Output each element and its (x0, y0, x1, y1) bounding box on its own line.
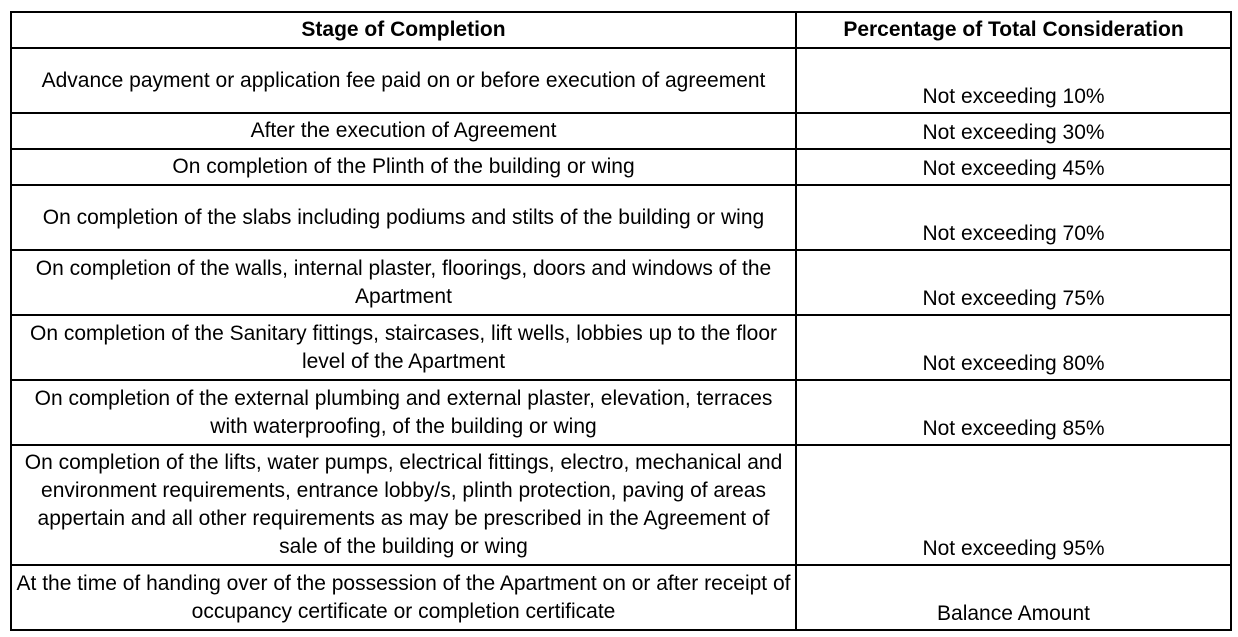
table-row (11, 113, 1231, 149)
table-row (11, 250, 1231, 315)
stage-cell: Advance payment or application fee paid on or before execution of agreement (11, 48, 796, 113)
percentage-cell: Not exceeding 85% (796, 380, 1231, 445)
percentage-cell: Not exceeding 75% (796, 250, 1231, 315)
stage-cell: On completion of the external plumbing and external plaster, elevation, terraces with waterproofing, of the building or wing (11, 380, 796, 445)
stage-cell: At the time of handing over of the possession of the Apartment on or after receipt of occupancy certificate or completion certificate (11, 565, 796, 630)
table-row (11, 149, 1231, 185)
table-row (11, 565, 1231, 630)
percentage-cell: Balance Amount (796, 565, 1231, 630)
percentage-cell: Not exceeding 10% (796, 48, 1231, 113)
table-row (11, 445, 1231, 565)
percentage-cell: Not exceeding 80% (796, 315, 1231, 380)
header-row (11, 12, 1231, 48)
stage-cell: On completion of the slabs including podiums and stilts of the building or wing (11, 185, 796, 250)
stage-cell: On completion of the Sanitary fittings, staircases, lift wells, lobbies up to the floor level of the Apartment (11, 315, 796, 380)
stage-cell: On completion of the Plinth of the building or wing (11, 149, 796, 185)
payment-schedule-wrapper (10, 11, 1232, 631)
table-row (11, 380, 1231, 445)
table-row (11, 315, 1231, 380)
table-row (11, 185, 1231, 250)
stage-cell: After the execution of Agreement (11, 113, 796, 149)
table-row (11, 48, 1231, 113)
percentage-cell: Not exceeding 45% (796, 149, 1231, 185)
percentage-cell: Not exceeding 95% (796, 445, 1231, 565)
header-stage-of-completion: Stage of Completion (11, 12, 796, 48)
payment-schedule-table (10, 11, 1232, 631)
percentage-cell: Not exceeding 70% (796, 185, 1231, 250)
stage-cell: On completion of the walls, internal plaster, floorings, doors and windows of the Apartment (11, 250, 796, 315)
header-percentage: Percentage of Total Consideration (796, 12, 1231, 48)
percentage-cell: Not exceeding 30% (796, 113, 1231, 149)
stage-cell: On completion of the lifts, water pumps, electrical fittings, electro, mechanical and environment requirements, entrance lobby/s, plinth protection, paving of areas appertain and all other requirements as may be prescribed in the Agreement of sale of the building or wing (11, 445, 796, 565)
